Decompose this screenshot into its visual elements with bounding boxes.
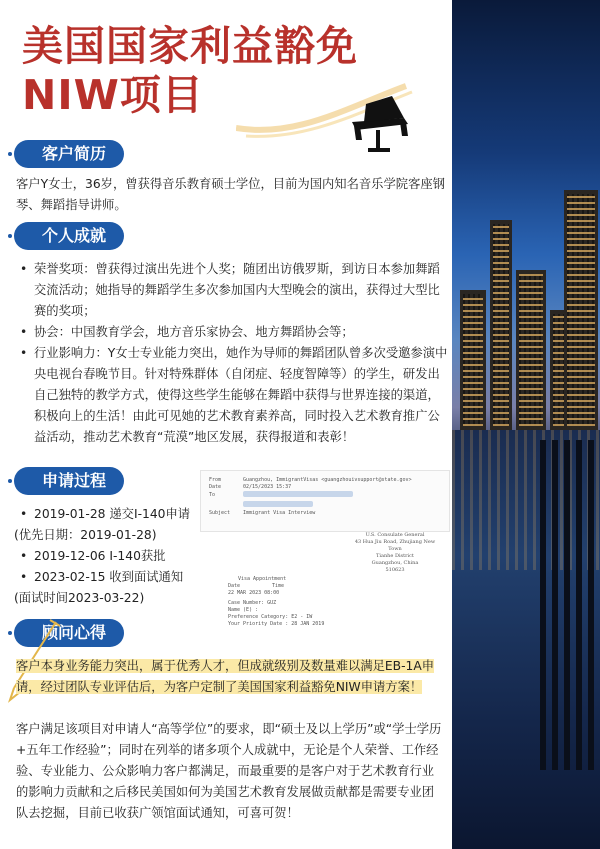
process-list	[14, 504, 210, 609]
title-line-2: NIW项目	[22, 71, 204, 119]
piano-icon	[236, 78, 432, 168]
list-item: • 2019-12-06 I-140获批	[20, 549, 166, 563]
profile-text: 客户Y女士，36岁，曾获得音乐教育硕士学位，目前为国内知名音乐学院客座钢琴、舞蹈指导讲师。	[16, 177, 445, 212]
email-document: From Guangzhou, ImmigrantVisas <guangzhouivsupport@state.gov> Date 02/15/2023 15:37 To Subject Immigrant Visa Interview	[200, 470, 450, 532]
advisor-para-2: 客户满足该项目对申请人“高等学位”的要求，即“硕士及以上学历”或“学士学历+五年工作经验”；同时在列举的诸多项个人成就中，无论是个人荣誉、工作经验、专业能力、公众影响力客户都满足，而最重要的是客户对于艺术教育行业的影响力贡献和之后移民美国如何为美国艺术教育发展做贡献都是需要专业团队去挖掘，目前已收获广领馆面试通知，可喜可贺！	[16, 722, 442, 820]
list-item: (优先日期：2019-01-28)	[14, 528, 157, 542]
list-item: • 2019-01-28 递交I-140申请	[20, 507, 191, 521]
list-item: • 行业影响力：Y女士专业能力突出，她作为导师的舞蹈团队曾多次受邀参演中央电视台春晚节目。针对特殊群体（自闭症、轻度智障等）的学生，研发出自己独特的教学方式，使得这些学生能够在舞蹈中获得与世界连接的渠道，积极向上的生活！由此可见她的艺术教育素养高，同时投入艺术教育推广公益活动，推动艺术教育“荒漠”地区发展，获得报道和表彰！	[20, 343, 448, 448]
advisor-para-1: 客户本身业务能力突出，属于优秀人才，但成就级别及数量难以满足EB-1A申请，经过团队专业评估后，为客户定制了美国国家利益豁免NIW申请方案！	[16, 659, 435, 694]
title-line-1: 美国国家利益豁免	[22, 22, 358, 70]
section-header-profile: 客户简历	[14, 140, 124, 168]
section-header-achievements: 个人成就	[14, 222, 124, 250]
list-item: (面试时间2023-03-22)	[14, 591, 145, 605]
section-header-advisor: 顾问心得	[14, 619, 124, 647]
consulate-address: U.S. Consulate General 43 Hua Jiu Road, Zhujiang New Town Tianhe District Guangzhou, China 510623	[354, 532, 436, 573]
list-item: • 2023-02-15 收到面试通知	[20, 570, 184, 584]
section-header-process: 申请过程	[14, 467, 124, 495]
list-item: • 协会：中国教育学会，地方音乐家协会、地方舞蹈协会等；	[20, 322, 448, 343]
achievements-list	[20, 259, 448, 448]
appointment-document: Visa Appointment Date Time 22 MAR 2023 08:00 Case Number: GUZ Name (E) : Preference Category: E2 - IW Your Priority Date : 28 JAN 2019	[228, 576, 325, 627]
list-item: • 荣誉奖项：曾获得过演出先进个人奖；随团出访俄罗斯，到访日本参加舞蹈交流活动；她指导的舞蹈学生多次参加国内大型晚会的演出，获得过大型比赛的奖项；	[20, 259, 448, 322]
city-night-photo	[452, 0, 600, 849]
